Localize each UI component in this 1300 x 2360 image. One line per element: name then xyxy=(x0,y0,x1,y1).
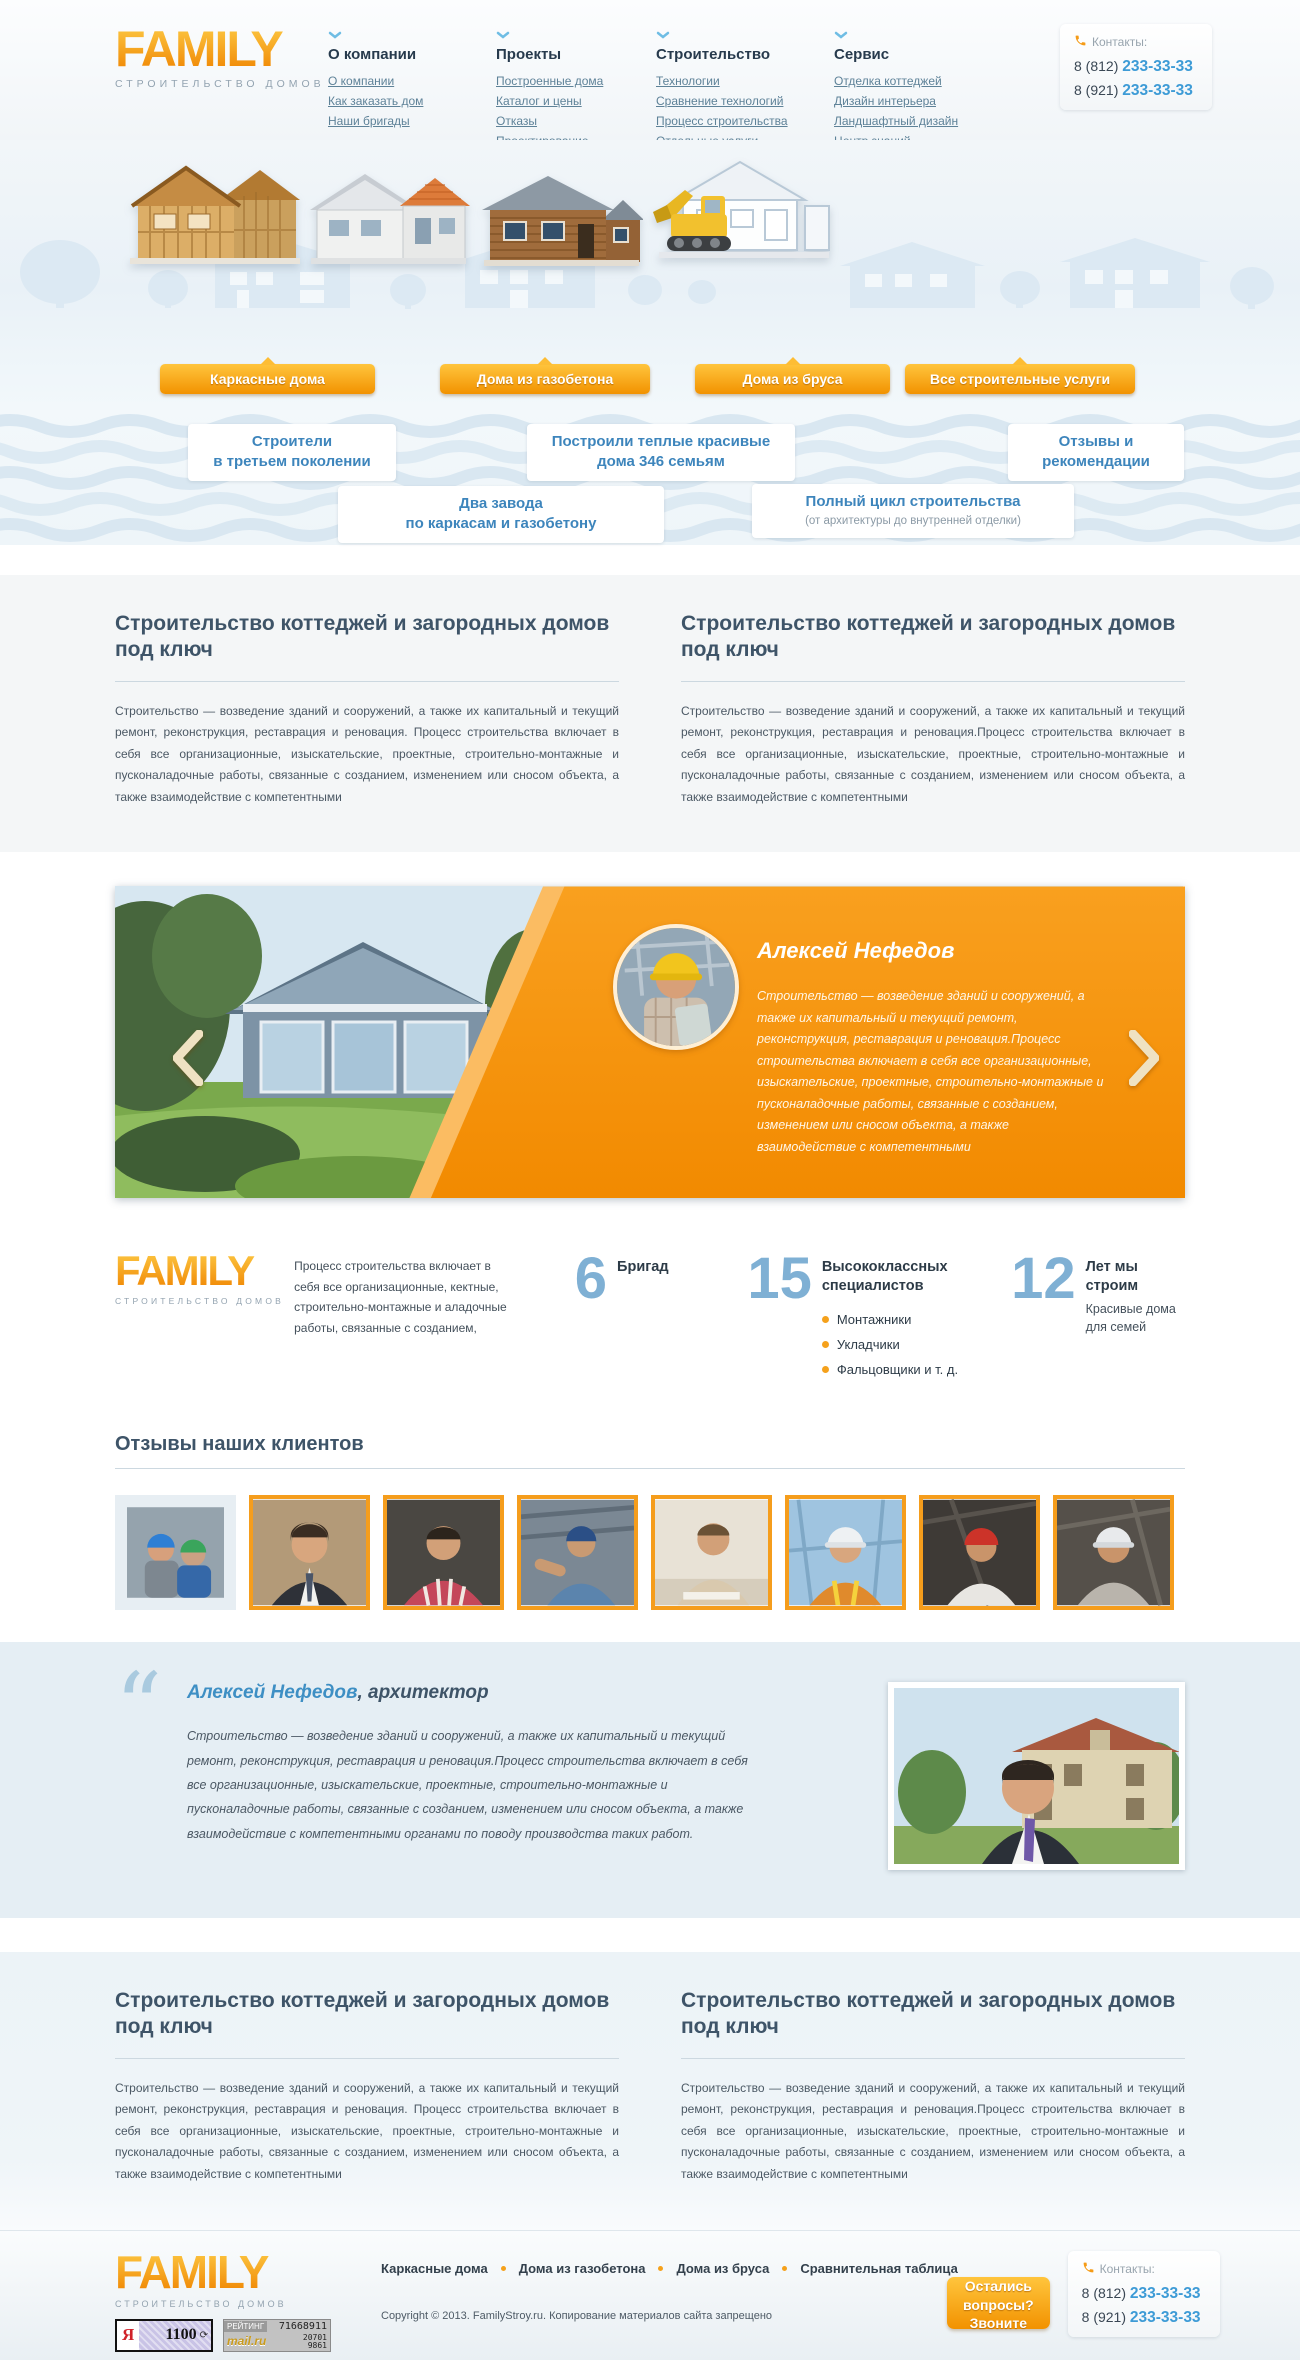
nav-link[interactable]: О компании xyxy=(328,74,395,88)
contacts-label: Контакты: xyxy=(1092,35,1148,49)
articles-top-section xyxy=(0,575,1300,852)
feature-badge-families: Построили теплые красивые дома 346 семьям xyxy=(527,424,795,481)
site-footer xyxy=(0,2230,1300,2360)
feature-badge-reviews: Отзывы и рекомендации xyxy=(1008,424,1184,481)
quote-icon: “ xyxy=(115,1653,163,1761)
stat-brigades xyxy=(574,1246,698,1312)
footer-nav-aerated-houses[interactable]: Дома из газобетона xyxy=(518,2260,646,2276)
mailru-logo: mail.ru xyxy=(227,2333,267,2348)
divider xyxy=(115,681,619,682)
logo-subtitle: СТРОИТЕЛЬСТВО ДОМОВ xyxy=(115,78,325,90)
article-turnkey-2 xyxy=(681,611,1185,808)
stat-sublabel: Красивые дома для семей xyxy=(1085,1302,1176,1335)
chevron-down-icon xyxy=(328,26,488,44)
footer-nav-comparison-table[interactable]: Сравнительная таблица xyxy=(800,2260,958,2276)
copyright-text: Copyright © 2013. FamilyStroy.ru. Копирование материалов сайта запрещено xyxy=(381,2309,773,2322)
footer-nav-timber-houses[interactable]: Дома из бруса xyxy=(676,2260,770,2276)
stat-specialists xyxy=(747,1246,981,1387)
all-services-button[interactable]: Все строительные услуги xyxy=(905,364,1135,394)
frame-houses-button[interactable]: Каркасные дома xyxy=(160,364,375,394)
nav-col-construction xyxy=(656,26,826,140)
nav-title-service[interactable]: Сервис xyxy=(834,46,890,63)
article-text: Строительство — возведение зданий и сооружений, а также их капитальный и текущий ремонт, реконструкция, реставрация и реновация.Процесс строительства включает в себя все организационные, изыскательские, проектные, строительно-монтажные и пусконаладочные работы, связанные с созданием, изменением или сносом объекта, а также взаимодействие с компетентными xyxy=(681,2080,1185,2182)
quote-body xyxy=(187,1682,757,1870)
quote-name-line xyxy=(187,1682,757,1704)
chevron-down-icon xyxy=(834,26,999,44)
list-item: Монтажники xyxy=(822,1312,958,1327)
phone-number-2: 8 (921) 233-33-33 xyxy=(1081,2308,1201,2326)
slider-next-arrow[interactable] xyxy=(1129,1030,1159,1089)
nav-link[interactable]: Ландшафтный дизайн xyxy=(834,114,959,128)
rating-label: РЕЙТИНГ xyxy=(224,2321,267,2332)
divider xyxy=(681,681,1185,682)
phone-icon xyxy=(1082,2261,1095,2277)
testimonial-slider xyxy=(115,886,1185,1198)
article-title: Строительство коттеджей и загородных домов под ключ xyxy=(115,612,610,662)
mailru-counter-badge[interactable] xyxy=(223,2319,331,2352)
footer-logo-block xyxy=(115,2245,331,2360)
nav-col-projects xyxy=(496,26,648,140)
separator-dot-icon xyxy=(658,2266,663,2271)
footer-nav xyxy=(381,2260,958,2276)
reviews-heading-section xyxy=(0,1417,1300,1469)
specialists-list xyxy=(822,1312,958,1377)
nav-link[interactable]: Каталог и цены xyxy=(496,94,582,108)
nav-link[interactable]: Отказы xyxy=(496,114,538,128)
site-logo[interactable] xyxy=(115,21,325,140)
nav-link[interactable]: Построенные дома xyxy=(496,74,604,88)
nav-link[interactable]: Сравнение технологий xyxy=(656,94,784,108)
nav-link[interactable]: Дизайн интерьера xyxy=(834,94,936,108)
article-text: Строительство — возведение зданий и сооружений, а также их капитальный и текущий ремонт, реконструкция, реставрация и реновация.Процесс строительства включает в себя все организационные, изыскательские, проектные, строительно-монтажные и пусконаладочные работы, связанные с созданием, изменением или сносом объекта, а также взаимодействие с компетентными xyxy=(681,703,1185,804)
nav-col-service xyxy=(834,26,999,140)
yandex-counter-value: 1100 xyxy=(165,2326,197,2344)
stats-intro-text: Процесс строительства включает в себя все организационные, кектные, строительно-монтажные и аладочные работы, связанные с созданием, xyxy=(294,1259,507,1335)
quote-text: Строительство — возведение зданий и сооружений, а также их капитальный и текущий ремонт, реконструкция, реставрация и реновация.Процесс строительства включает в себя все организационные, изыскательские, проектные, строительно-монтажные и пусконаладочные работы, связанные с созданием, изменением или сносом объекта, а также взаимодействие с компетентными органами по поводу производства таких работ. xyxy=(187,1729,748,1841)
stat-label: Высококлассных специалистов xyxy=(821,1259,948,1295)
site-header xyxy=(0,0,1300,140)
stats-logo: FAMILY СТРОИТЕЛЬСТВО ДОМОВ xyxy=(115,1250,294,1306)
feature-badge-factories: Два завода по каркасам и газобетону xyxy=(338,486,664,543)
feature-badge-full-cycle: Полный цикл строительства (от архитектуры до внутренней отделки) xyxy=(752,484,1074,538)
footer-nav-frame-houses[interactable]: Каркасные дома xyxy=(381,2260,488,2276)
client-quote-section xyxy=(0,1642,1300,1918)
contacts-label-row: Контакты: xyxy=(1082,2261,1206,2277)
nav-title-projects[interactable]: Проекты xyxy=(496,46,562,63)
chevron-down-icon xyxy=(496,26,648,44)
slider-prev-arrow[interactable] xyxy=(173,1030,203,1089)
list-item: Укладчики xyxy=(822,1337,958,1352)
timber-house-image xyxy=(478,168,643,268)
stat-value: 12 xyxy=(1011,1246,1076,1312)
testimonial-avatar xyxy=(613,924,739,1050)
nav-link[interactable]: Технологии xyxy=(656,74,720,88)
header-contacts-card xyxy=(1060,24,1212,110)
contacts-label-row xyxy=(1074,34,1198,50)
nav-link[interactable]: Наши бригады xyxy=(328,114,410,128)
footer-contacts-card xyxy=(1068,2251,1220,2337)
reviewer-photo xyxy=(888,1682,1185,1870)
nav-col-company xyxy=(328,26,488,140)
hero-section xyxy=(0,140,1300,410)
phone-number-1: 8 (812) 233-33-33 xyxy=(1074,58,1193,75)
clients-gallery xyxy=(0,1469,1300,1632)
client-photo-8[interactable] xyxy=(1053,1495,1174,1610)
phone-number-2: 8 (921) 233-33-33 xyxy=(1074,82,1193,100)
separator-dot-icon xyxy=(501,2266,506,2271)
chevron-down-icon xyxy=(656,26,826,44)
bullet-icon xyxy=(822,1366,829,1373)
testimonial-text: Строительство — возведение зданий и сооружений, а также их капитальный и текущий ремонт, реконструкция, реставрация и реновация.Процесс строительства включает в себя все организационные, изыскательские, проектные, строительно-монтажные и пусконаладочные работы, связанные с созданием, изменением или сносом объекта, а также взаимодействие с компетентными xyxy=(757,989,1104,1154)
testimonial-slider-section xyxy=(0,852,1300,1198)
divider xyxy=(115,2058,619,2059)
client-photo-7[interactable] xyxy=(919,1495,1040,1610)
feature-badge-builders: Строители в третьем поколении xyxy=(188,424,396,481)
stat-years xyxy=(1011,1246,1185,1336)
mailru-counts: 20701 9861 xyxy=(302,2332,327,2351)
services-house-excavator-image xyxy=(645,148,835,266)
nav-link[interactable]: Как заказать дом xyxy=(328,94,424,108)
features-section xyxy=(0,410,1300,545)
article-text: Строительство — возведение зданий и сооружений, а также их капитальный и текущий ремонт, реконструкция, реставрация и реновация. Процесс строительства включает в себя все организационные, изыскательские, проектные, строительно-монтажные и пусконаладочные работы, связанные с созданием, изменением или сносом объекта, а также взаимодействие с компетентными xyxy=(115,703,619,804)
testimonial-content xyxy=(757,938,1107,1158)
client-photo-1[interactable] xyxy=(115,1495,236,1610)
quote-author: Алексей Нефедов xyxy=(187,1682,358,1704)
article-text: Строительство — возведение зданий и сооружений, а также их капитальный и текущий ремонт, реконструкция, реставрация и реновация. Процесс строительства включает в себя все организационные, изыскательские, проектные, строительно-монтажные и пусконаладочные работы, связанные с созданием, изменением или сносом объекта, а также взаимодействие с компетентными xyxy=(115,2080,619,2182)
articles-bottom-section xyxy=(0,1952,1300,2229)
article-turnkey-3 xyxy=(115,1988,619,2185)
client-photo-2[interactable] xyxy=(249,1495,370,1610)
list-item: Фальцовщики и т. д. xyxy=(822,1362,958,1377)
logo-title: FAMILY xyxy=(115,24,300,74)
bullet-icon xyxy=(822,1341,829,1348)
stats-section xyxy=(0,1198,1300,1417)
nav-link[interactable]: Процесс строительства xyxy=(656,114,788,128)
article-title: Строительство коттеджей и загородных домов под ключ xyxy=(115,1989,610,2039)
client-photo-3[interactable] xyxy=(383,1495,504,1610)
phone-icon xyxy=(1074,34,1087,50)
aerated-concrete-houses-button[interactable]: Дома из газобетона xyxy=(440,364,650,394)
article-title: Строительство коттеджей и загородных домов под ключ xyxy=(681,1989,1176,2039)
stat-label: Лет мы строим xyxy=(1085,1259,1139,1295)
reviews-title: Отзывы наших клиентов xyxy=(115,1433,364,1456)
yandex-counter-badge[interactable] xyxy=(115,2319,213,2352)
nav-link[interactable]: Отделка коттеджей xyxy=(834,74,942,88)
phone-number-1: 8 (812) 233-33-33 xyxy=(1081,2284,1201,2302)
stat-value: 15 xyxy=(747,1246,812,1312)
testimonial-name: Алексей Нефедов xyxy=(757,938,955,964)
client-photo-5[interactable] xyxy=(651,1495,772,1610)
stat-value: 6 xyxy=(574,1246,608,1312)
footer-logo[interactable]: FAMILY СТРОИТЕЛЬСТВО ДОМОВ xyxy=(115,2249,300,2309)
main-nav xyxy=(328,26,1007,140)
article-turnkey-1 xyxy=(115,611,619,808)
aerated-concrete-house-image xyxy=(305,162,470,267)
client-photo-6[interactable] xyxy=(785,1495,906,1610)
frame-house-image xyxy=(124,154,304,269)
counters-row xyxy=(115,2319,331,2352)
stat-label: Бригад xyxy=(617,1259,669,1276)
divider xyxy=(681,2058,1185,2059)
separator-dot-icon xyxy=(782,2266,787,2271)
timber-houses-button[interactable]: Дома из бруса xyxy=(695,364,890,394)
bullet-icon xyxy=(822,1316,829,1323)
nav-title-company[interactable]: О компании xyxy=(328,46,417,63)
refresh-icon: ⟳ xyxy=(199,2329,208,2341)
article-turnkey-4 xyxy=(681,1988,1185,2185)
quote-author-role: , архитектор xyxy=(357,1682,489,1704)
yandex-logo: Я xyxy=(122,2325,135,2345)
footer-center xyxy=(381,2249,958,2360)
client-photo-4[interactable] xyxy=(517,1495,638,1610)
article-title: Строительство коттеджей и загородных домов под ключ xyxy=(681,612,1176,662)
rating-value: 71668911 xyxy=(278,2321,327,2333)
call-us-button[interactable]: Остались вопросы? Звоните xyxy=(947,2277,1050,2329)
nav-title-construction[interactable]: Строительство xyxy=(656,46,771,63)
